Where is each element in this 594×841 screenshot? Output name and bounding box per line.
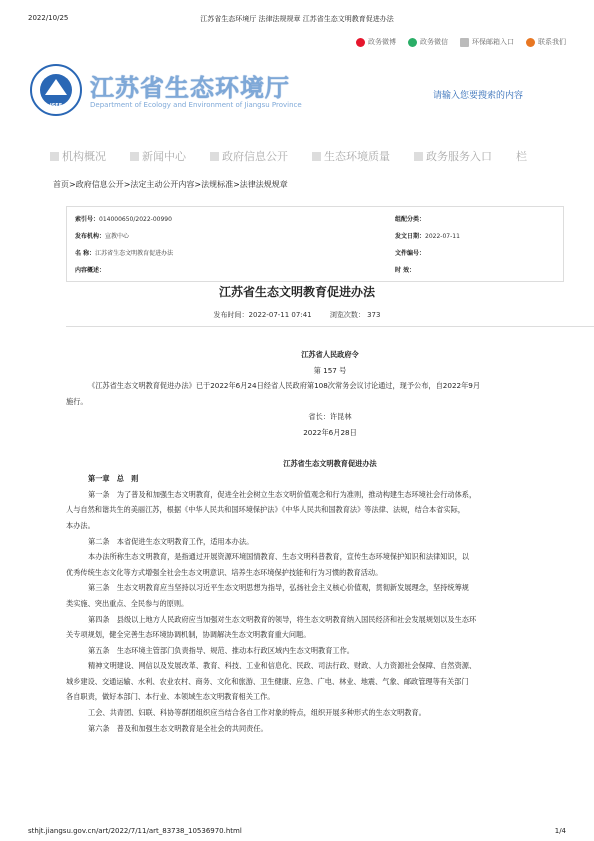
building-icon (50, 152, 59, 161)
print-date: 2022/10/25 (28, 14, 69, 22)
site-logo[interactable] (30, 64, 310, 124)
paragraph: 各自职责，做好本部门、本行业、本领域生态文明教育相关工作。 (66, 692, 275, 702)
service-icon (414, 152, 423, 161)
search-input[interactable]: 请输入您要搜索的内容 (433, 91, 524, 101)
decree-number: 第 157 号 (313, 365, 347, 375)
paragraph: 第一条 为了普及和加强生态文明教育，促进全社会树立生态文明价值观念和行为准则，推动构建生态环境社会行动体系， (88, 489, 477, 499)
mail-icon (460, 38, 469, 47)
article-body (66, 347, 594, 736)
nav-item-news[interactable]: 新闻中心 (130, 147, 186, 165)
news-icon (130, 152, 139, 161)
signatory: 省长：许昆林 (308, 412, 352, 422)
paragraph: 类实施、突出重点、全民参与的原则。 (66, 598, 189, 608)
metadata-table: 索引号：014000650/2022-00990 组配分类： 发布机构：宣教中心 发文日期：2022-07-11 名 称：江苏省生态文明教育促进办法 文件编号： 内容概述： 时 效： (66, 206, 564, 282)
wechat-icon (408, 38, 417, 47)
paragraph: 《江苏省生态文明教育促进办法》已于2022年6月24日经省人民政府第108次常务会议讨论通过，现予公布，自2022年9月 (88, 381, 481, 391)
document-info (0, 310, 594, 320)
weibo-link[interactable]: 政务微博 (356, 37, 396, 47)
paragraph: 城乡建设、交通运输、水利、农业农村、商务、文化和旅游、卫生健康、应急、广电、林业、地震、气象、邮政管理等有关部门 (66, 676, 469, 686)
paragraph: 第二条 本省促进生态文明教育工作，适用本办法。 (88, 536, 254, 546)
top-links (356, 37, 566, 47)
breadcrumb: 首页>政府信息公开>法定主动公开内容>法规标准>法律法规规章 (53, 180, 288, 189)
document-title: 江苏省生态文明教育促进办法 (218, 285, 375, 299)
paragraph: 精神文明建设、网信以及发展改革、教育、科技、工业和信息化、民政、司法行政、财政、人力资源社会保障、自然资源、 (88, 661, 477, 671)
chapter-heading: 第一章 总 则 (88, 474, 139, 484)
divider (66, 326, 594, 327)
paragraph: 第四条 县级以上地方人民政府应当加强对生态文明教育的领导，将生态文明教育纳入国民经济和社会发展规划以及生态环 (88, 614, 477, 624)
logo-subtitle: Department of Ecology and Environment of Jiangsu Province (90, 101, 302, 109)
emblem-logo: JSEE (30, 64, 82, 116)
nav-item-about[interactable]: 机构概况 (50, 147, 106, 165)
paragraph: 本办法所称生态文明教育，是指通过开展资源环境国情教育、生态文明科普教育，宣传生态环境保护知识和法律知识，以 (88, 552, 469, 562)
nav-item-quality[interactable]: 生态环境质量 (312, 147, 390, 165)
paragraph: 工会、共青团、妇联、科协等群团组织应当结合各自工作对象的特点，组织开展多种形式的生态文明教育。 (88, 708, 426, 718)
contact-link[interactable]: 联系我们 (526, 37, 566, 47)
paragraph: 人与自然和谐共生的美丽江苏，根据《中华人民共和国环境保护法》《中华人民共和国教育法》等法律、法规，结合本省实际， (66, 505, 465, 515)
paragraph: 本办法。 (66, 520, 95, 530)
print-title: 江苏省生态环境厅 法律法规规章 江苏省生态文明教育促进办法 (200, 15, 394, 23)
chart-icon (312, 152, 321, 161)
nav-item-open-info[interactable]: 政府信息公开 (210, 147, 288, 165)
page-number: 1/4 (554, 827, 566, 835)
view-count: 浏览次数： 373 (329, 311, 381, 319)
paragraph: 关专项规划，健全完善生态环境协调机制，协调解决生态文明教育重大问题。 (66, 630, 311, 640)
paragraph: 第六条 普及和加强生态文明教育是全社会的共同责任。 (88, 723, 268, 733)
weibo-icon (356, 38, 365, 47)
publish-time: 发布时间：2022-07-11 07:41 (213, 311, 312, 319)
nav-item-more[interactable]: 栏 (516, 150, 527, 163)
main-nav (50, 147, 594, 165)
phone-icon (526, 38, 535, 47)
paragraph: 第三条 生态文明教育应当坚持以习近平生态文明思想为指导，弘扬社会主义核心价值观，贯彻新发展理念，坚持统筹规 (88, 583, 469, 593)
mail-link[interactable]: 环保邮箱入口 (460, 37, 514, 47)
wechat-link[interactable]: 政务微信 (408, 37, 448, 47)
nav-item-services[interactable]: 政务服务入口 (414, 147, 492, 165)
print-url: sthjt.jiangsu.gov.cn/art/2022/7/11/art_83738_10536970.html (28, 827, 242, 835)
logo-title: 江苏省生态环境厅 (90, 73, 290, 102)
sign-date: 2022年6月28日 (303, 427, 357, 437)
paragraph: 施行。 (66, 396, 88, 406)
document-icon (210, 152, 219, 161)
paragraph: 优秀传统生态文化等方式增强全社会生态文明意识、培养生态环境保护技能和行为习惯的教育活动。 (66, 567, 383, 577)
paragraph: 第五条 生态环境主管部门负责指导、规范、推动本行政区域内生态文明教育工作。 (88, 645, 354, 655)
section-title: 江苏省生态文明教育促进办法 (283, 458, 377, 468)
decree-issuer: 江苏省人民政府令 (301, 350, 359, 359)
